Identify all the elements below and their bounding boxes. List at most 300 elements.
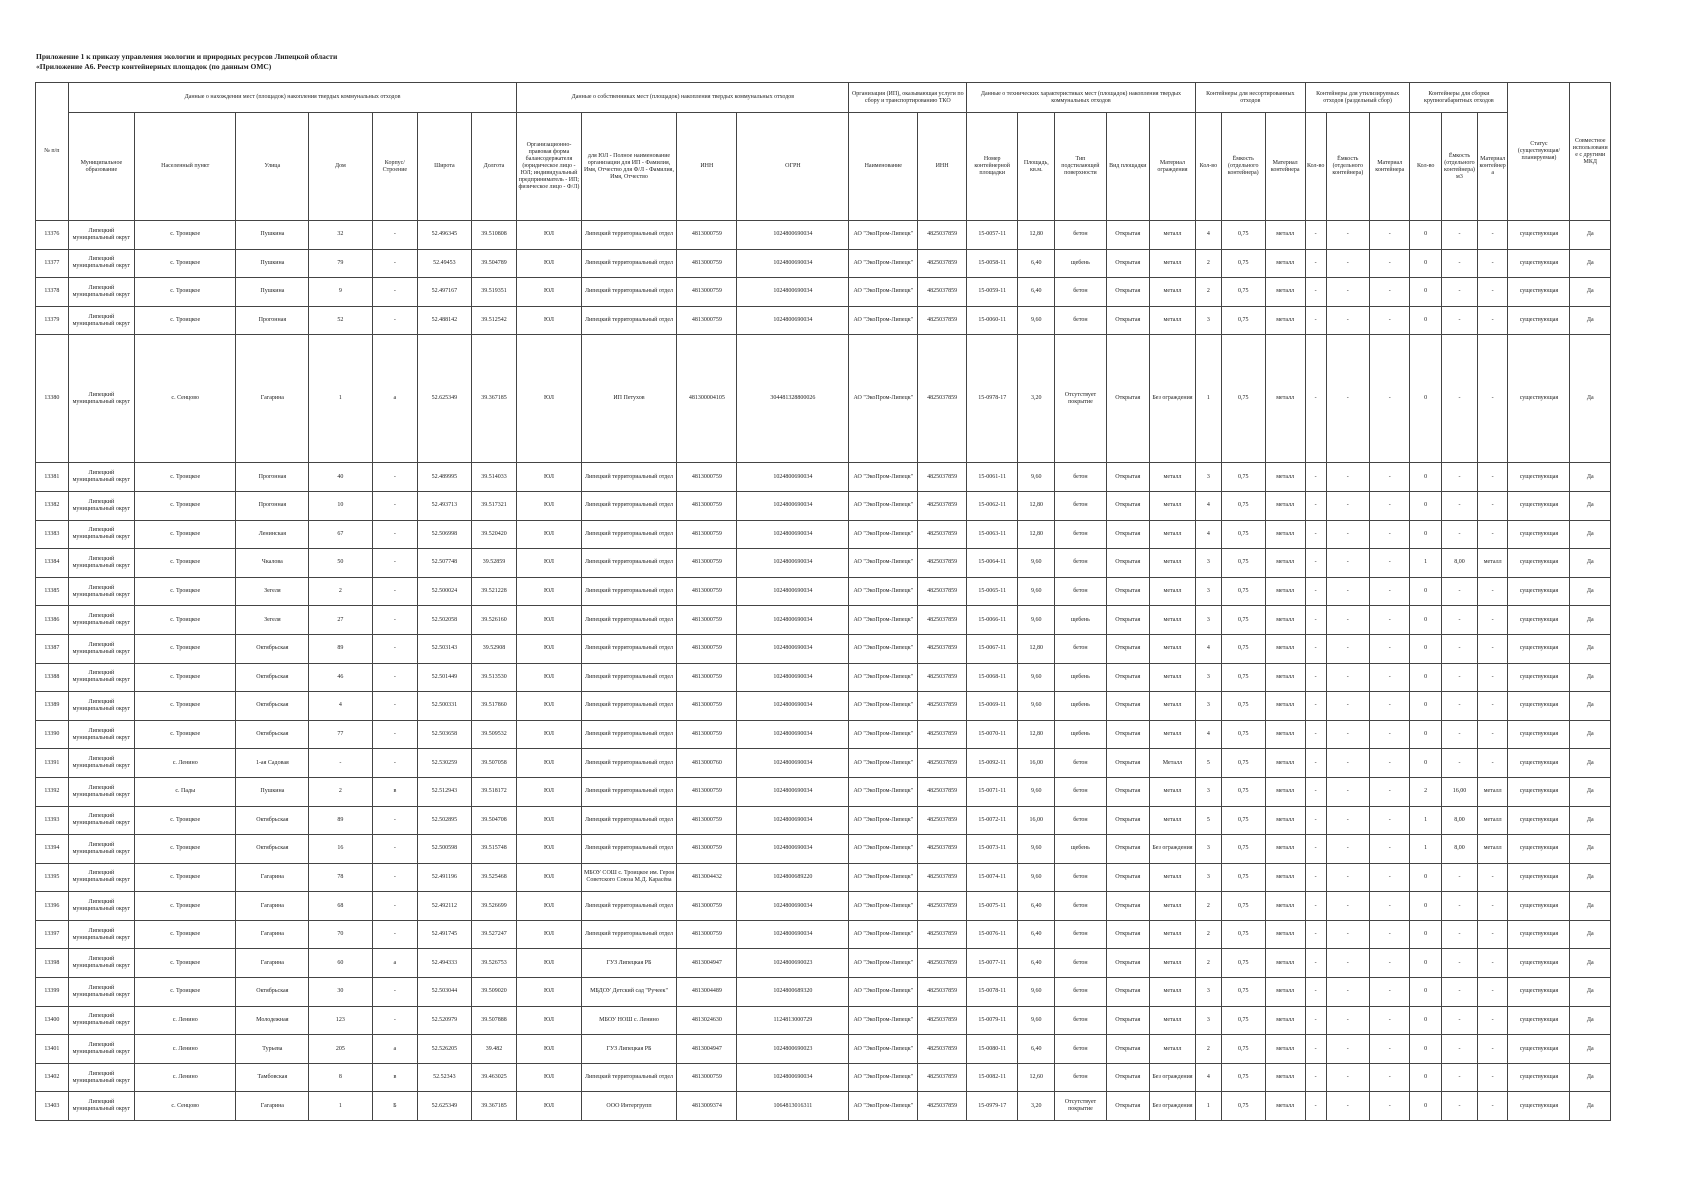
cell-status: существующая <box>1508 335 1570 463</box>
cell-status: существующая <box>1508 1063 1570 1092</box>
cell-operator-inn: 4825037859 <box>918 920 967 949</box>
cell-owner-inn: 4813004947 <box>677 949 737 978</box>
cell-municipality: Липецкий муниципальный округ <box>68 1035 134 1064</box>
cell-settlement: с. Сенцово <box>135 335 236 463</box>
cell-site-number: 15-0060-11 <box>967 306 1018 335</box>
header-material: Материал контейнера <box>1265 113 1305 221</box>
cell-building: - <box>372 749 418 778</box>
cell-building: - <box>372 663 418 692</box>
cell-container-capacity: 0,75 <box>1221 806 1265 835</box>
cell-area: 12,60 <box>1018 1063 1055 1092</box>
cell-operator-name: АО "ЭкоПром-Липецк" <box>849 949 918 978</box>
cell-fence-material: металл <box>1150 692 1196 721</box>
cell-legal-form: ЮЛ <box>517 835 581 864</box>
cell-util-material: - <box>1370 863 1410 892</box>
cell-site-number: 15-0074-11 <box>967 863 1018 892</box>
cell-fence-material: металл <box>1150 577 1196 606</box>
cell-owner-ogrn: 1024800690034 <box>737 306 849 335</box>
cell-area: 9,60 <box>1018 463 1055 492</box>
cell-owner-name: МБОУ СОШ с. Троицкое им. Героя Советского Союза М.Д. Карасёва <box>581 863 677 892</box>
table-row <box>36 777 1611 806</box>
cell-building: Б <box>372 1092 418 1121</box>
table-row <box>36 634 1611 663</box>
cell-owner-ogrn: 1024800690034 <box>737 892 849 921</box>
cell-large-count: 0 <box>1410 863 1442 892</box>
cell-container-count: 3 <box>1195 663 1221 692</box>
cell-container-count: 1 <box>1195 1092 1221 1121</box>
cell-container-capacity: 0,75 <box>1221 1006 1265 1035</box>
cell-house: 67 <box>309 520 372 549</box>
cell-large-material: металл <box>1477 835 1508 864</box>
cell-latitude: 52.491196 <box>418 863 471 892</box>
cell-large-count: 1 <box>1410 806 1442 835</box>
cell-status: существующая <box>1508 777 1570 806</box>
cell-settlement: с. Троицкое <box>135 663 236 692</box>
cell-large-material: - <box>1477 278 1508 307</box>
cell-site-type: Открытая <box>1106 1092 1150 1121</box>
cell-status: существующая <box>1508 692 1570 721</box>
cell-legal-form: ЮЛ <box>517 278 581 307</box>
cell-street: Турьева <box>236 1035 309 1064</box>
cell-area: 9,60 <box>1018 777 1055 806</box>
cell-surface: бетон <box>1055 892 1106 921</box>
cell-util-count: - <box>1305 863 1326 892</box>
cell-latitude: 52.500331 <box>418 692 471 721</box>
cell-surface: бетон <box>1055 1006 1106 1035</box>
cell-legal-form: ЮЛ <box>517 806 581 835</box>
cell-container-capacity: 0,75 <box>1221 749 1265 778</box>
cell-owner-name: Липецкий территориальный отдел <box>581 777 677 806</box>
cell-container-capacity: 0,75 <box>1221 949 1265 978</box>
cell-house: 2 <box>309 577 372 606</box>
cell-longitude: 39.509532 <box>471 720 517 749</box>
cell-shared-use: Да <box>1570 777 1611 806</box>
cell-util-count: - <box>1305 278 1326 307</box>
cell-large-count: 0 <box>1410 720 1442 749</box>
cell-large-material: - <box>1477 920 1508 949</box>
cell-area: 9,60 <box>1018 306 1055 335</box>
header-util-material: Материал контейнера <box>1370 113 1410 221</box>
cell-area: 9,60 <box>1018 863 1055 892</box>
cell-status: существующая <box>1508 720 1570 749</box>
cell-owner-name: Липецкий территориальный отдел <box>581 720 677 749</box>
cell-util-capacity: - <box>1326 949 1370 978</box>
cell-legal-form: ЮЛ <box>517 1063 581 1092</box>
cell-large-count: 0 <box>1410 634 1442 663</box>
cell-surface: бетон <box>1055 278 1106 307</box>
cell-municipality: Липецкий муниципальный округ <box>68 777 134 806</box>
cell-status: существующая <box>1508 949 1570 978</box>
header-group-util: Контейнеры для утилизируемых отходов (раздельный сбор) <box>1305 83 1410 113</box>
cell-area: 12,80 <box>1018 634 1055 663</box>
cell-surface: щебень <box>1055 663 1106 692</box>
cell-operator-name: АО "ЭкоПром-Липецк" <box>849 749 918 778</box>
cell-site-type: Открытая <box>1106 520 1150 549</box>
cell-longitude: 39.367185 <box>471 1092 517 1121</box>
cell-street: Гагарина <box>236 335 309 463</box>
cell-large-capacity: - <box>1441 720 1477 749</box>
cell-street: Пушкина <box>236 777 309 806</box>
table-row <box>36 249 1611 278</box>
cell-owner-inn: 4813000759 <box>677 720 737 749</box>
cell-building: - <box>372 634 418 663</box>
cell-util-count: - <box>1305 306 1326 335</box>
cell-street: Тамбовская <box>236 1063 309 1092</box>
cell-operator-name: АО "ЭкоПром-Липецк" <box>849 720 918 749</box>
cell-area: 9,60 <box>1018 606 1055 635</box>
cell-large-material: - <box>1477 463 1508 492</box>
cell-row-number: 13394 <box>36 835 69 864</box>
cell-large-material: - <box>1477 1006 1508 1035</box>
cell-fence-material: Без ограждения <box>1150 835 1196 864</box>
cell-street: Прогонная <box>236 463 309 492</box>
cell-status: существующая <box>1508 249 1570 278</box>
header-large-count: Кол-во <box>1410 113 1442 221</box>
cell-shared-use: Да <box>1570 335 1611 463</box>
cell-row-number: 13391 <box>36 749 69 778</box>
table-header <box>36 83 1611 221</box>
cell-container-material: металл <box>1265 221 1305 250</box>
cell-legal-form: ЮЛ <box>517 221 581 250</box>
table-row <box>36 920 1611 949</box>
cell-operator-inn: 4825037859 <box>918 663 967 692</box>
cell-shared-use: Да <box>1570 1035 1611 1064</box>
cell-legal-form: ЮЛ <box>517 491 581 520</box>
cell-container-material: металл <box>1265 577 1305 606</box>
cell-settlement: с. Ленино <box>135 1006 236 1035</box>
cell-util-count: - <box>1305 978 1326 1007</box>
header-operator-name: Наименование <box>849 113 918 221</box>
cell-container-count: 3 <box>1195 577 1221 606</box>
cell-settlement: с. Троицкое <box>135 692 236 721</box>
cell-owner-inn: 4813000759 <box>677 249 737 278</box>
cell-util-material: - <box>1370 692 1410 721</box>
cell-large-capacity: - <box>1441 663 1477 692</box>
cell-util-capacity: - <box>1326 663 1370 692</box>
cell-operator-inn: 4825037859 <box>918 720 967 749</box>
cell-operator-inn: 4825037859 <box>918 749 967 778</box>
cell-street: Зегеля <box>236 606 309 635</box>
cell-container-count: 2 <box>1195 920 1221 949</box>
cell-site-type: Открытая <box>1106 1063 1150 1092</box>
cell-large-material: - <box>1477 520 1508 549</box>
cell-street: Октябрьская <box>236 806 309 835</box>
cell-municipality: Липецкий муниципальный округ <box>68 892 134 921</box>
cell-container-material: металл <box>1265 335 1305 463</box>
cell-container-capacity: 0,75 <box>1221 463 1265 492</box>
cell-area: 9,60 <box>1018 835 1055 864</box>
cell-util-material: - <box>1370 777 1410 806</box>
header-group-operator: Организация (ИП), оказывающая услуги по сбору и транспортированию ТКО <box>849 83 967 113</box>
cell-util-material: - <box>1370 1035 1410 1064</box>
cell-util-count: - <box>1305 777 1326 806</box>
cell-util-capacity: - <box>1326 306 1370 335</box>
cell-container-material: металл <box>1265 892 1305 921</box>
header-ogrn: ОГРН <box>737 113 849 221</box>
cell-house: 40 <box>309 463 372 492</box>
cell-site-type: Открытая <box>1106 863 1150 892</box>
cell-shared-use: Да <box>1570 463 1611 492</box>
table-row <box>36 577 1611 606</box>
cell-large-count: 0 <box>1410 249 1442 278</box>
cell-street: Ленинская <box>236 520 309 549</box>
cell-container-count: 4 <box>1195 634 1221 663</box>
cell-legal-form: ЮЛ <box>517 949 581 978</box>
cell-settlement: с. Троицкое <box>135 720 236 749</box>
cell-owner-name: Липецкий территориальный отдел <box>581 806 677 835</box>
cell-latitude: 52.502058 <box>418 606 471 635</box>
cell-util-capacity: - <box>1326 749 1370 778</box>
cell-util-material: - <box>1370 1063 1410 1092</box>
cell-fence-material: металл <box>1150 306 1196 335</box>
table-row <box>36 1063 1611 1092</box>
cell-owner-inn: 4813000759 <box>677 663 737 692</box>
cell-container-capacity: 0,75 <box>1221 1035 1265 1064</box>
cell-latitude: 52.52343 <box>418 1063 471 1092</box>
cell-fence-material: металл <box>1150 663 1196 692</box>
cell-util-material: - <box>1370 520 1410 549</box>
cell-area: 6,40 <box>1018 920 1055 949</box>
cell-large-capacity: - <box>1441 863 1477 892</box>
cell-container-capacity: 0,75 <box>1221 835 1265 864</box>
cell-owner-ogrn: 1024800690034 <box>737 463 849 492</box>
cell-owner-name: Липецкий территориальный отдел <box>581 221 677 250</box>
cell-street: Гагарина <box>236 920 309 949</box>
cell-owner-name: ООО Интергрупп <box>581 1092 677 1121</box>
cell-large-count: 2 <box>1410 777 1442 806</box>
cell-status: существующая <box>1508 306 1570 335</box>
cell-operator-inn: 4825037859 <box>918 491 967 520</box>
cell-row-number: 13390 <box>36 720 69 749</box>
cell-area: 9,60 <box>1018 692 1055 721</box>
cell-owner-inn: 4813009374 <box>677 1092 737 1121</box>
cell-container-capacity: 0,75 <box>1221 920 1265 949</box>
cell-building: - <box>372 306 418 335</box>
cell-container-count: 3 <box>1195 606 1221 635</box>
cell-legal-form: ЮЛ <box>517 306 581 335</box>
table-row <box>36 663 1611 692</box>
cell-row-number: 13392 <box>36 777 69 806</box>
cell-longitude: 39.509020 <box>471 978 517 1007</box>
header-shared: Совместное использование с другими МКД <box>1570 83 1611 221</box>
cell-latitude: 52.526205 <box>418 1035 471 1064</box>
cell-row-number: 13378 <box>36 278 69 307</box>
cell-house: 27 <box>309 606 372 635</box>
cell-operator-name: АО "ЭкоПром-Липецк" <box>849 892 918 921</box>
cell-row-number: 13382 <box>36 491 69 520</box>
cell-municipality: Липецкий муниципальный округ <box>68 1063 134 1092</box>
cell-building: - <box>372 692 418 721</box>
cell-settlement: с. Сенцово <box>135 1092 236 1121</box>
cell-site-number: 15-0082-11 <box>967 1063 1018 1092</box>
cell-operator-inn: 4825037859 <box>918 335 967 463</box>
header-large-capacity: Ёмкость (отдельного контейнера) м3 <box>1441 113 1477 221</box>
cell-latitude: 52.625349 <box>418 335 471 463</box>
cell-site-number: 15-0979-17 <box>967 1092 1018 1121</box>
cell-site-type: Открытая <box>1106 577 1150 606</box>
cell-legal-form: ЮЛ <box>517 520 581 549</box>
cell-operator-name: АО "ЭкоПром-Липецк" <box>849 1063 918 1092</box>
cell-settlement: с. Троицкое <box>135 221 236 250</box>
cell-settlement: с. Ленино <box>135 1063 236 1092</box>
cell-street: Прогонная <box>236 491 309 520</box>
cell-site-number: 15-0077-11 <box>967 949 1018 978</box>
cell-latitude: 52.492112 <box>418 892 471 921</box>
cell-operator-name: АО "ЭкоПром-Липецк" <box>849 1035 918 1064</box>
cell-settlement: с. Троицкое <box>135 835 236 864</box>
cell-fence-material: металл <box>1150 606 1196 635</box>
cell-settlement: с. Троицкое <box>135 606 236 635</box>
cell-site-number: 15-0068-11 <box>967 663 1018 692</box>
cell-operator-inn: 4825037859 <box>918 634 967 663</box>
cell-site-type: Открытая <box>1106 634 1150 663</box>
cell-container-material: металл <box>1265 1035 1305 1064</box>
cell-operator-name: АО "ЭкоПром-Липецк" <box>849 463 918 492</box>
cell-container-material: металл <box>1265 606 1305 635</box>
cell-latitude: 52.506998 <box>418 520 471 549</box>
cell-settlement: с. Троицкое <box>135 249 236 278</box>
cell-legal-form: ЮЛ <box>517 978 581 1007</box>
cell-fence-material: Без ограждения <box>1150 1092 1196 1121</box>
cell-operator-name: АО "ЭкоПром-Липецк" <box>849 1092 918 1121</box>
cell-settlement: с. Троицкое <box>135 463 236 492</box>
cell-owner-name: Липецкий территориальный отдел <box>581 920 677 949</box>
cell-row-number: 13399 <box>36 978 69 1007</box>
container-sites-registry-table <box>35 82 1611 1121</box>
table-row <box>36 835 1611 864</box>
cell-large-material: - <box>1477 949 1508 978</box>
cell-operator-inn: 4825037859 <box>918 463 967 492</box>
cell-building: в <box>372 777 418 806</box>
cell-house: 77 <box>309 720 372 749</box>
cell-street: Пушкина <box>236 249 309 278</box>
cell-container-capacity: 0,75 <box>1221 278 1265 307</box>
cell-owner-ogrn: 1024800690034 <box>737 491 849 520</box>
cell-container-count: 3 <box>1195 863 1221 892</box>
cell-owner-name: МБОУ НОШ с. Ленино <box>581 1006 677 1035</box>
cell-util-capacity: - <box>1326 692 1370 721</box>
table-row <box>36 606 1611 635</box>
cell-operator-inn: 4825037859 <box>918 577 967 606</box>
cell-settlement: с. Троицкое <box>135 520 236 549</box>
cell-fence-material: Без ограждения <box>1150 1063 1196 1092</box>
cell-owner-inn: 4813000759 <box>677 520 737 549</box>
cell-building: а <box>372 1035 418 1064</box>
cell-shared-use: Да <box>1570 491 1611 520</box>
cell-owner-name: ИП Петухов <box>581 335 677 463</box>
cell-owner-inn: 481300004105 <box>677 335 737 463</box>
cell-util-count: - <box>1305 549 1326 578</box>
cell-util-count: - <box>1305 920 1326 949</box>
cell-legal-form: ЮЛ <box>517 549 581 578</box>
cell-util-count: - <box>1305 1035 1326 1064</box>
cell-util-material: - <box>1370 806 1410 835</box>
cell-house: 50 <box>309 549 372 578</box>
cell-latitude: 52.491745 <box>418 920 471 949</box>
cell-owner-inn: 4813000759 <box>677 606 737 635</box>
heading-line-1: Приложение 1 к приказу управления экологии и природных ресурсов Липецкой области <box>36 52 338 61</box>
cell-operator-inn: 4825037859 <box>918 949 967 978</box>
cell-settlement: с. Троицкое <box>135 634 236 663</box>
cell-area: 9,60 <box>1018 1006 1055 1035</box>
cell-longitude: 39.527247 <box>471 920 517 949</box>
header-settlement: Населенный пункт <box>135 113 236 221</box>
cell-util-count: - <box>1305 663 1326 692</box>
cell-surface: щебень <box>1055 835 1106 864</box>
cell-latitude: 52.49453 <box>418 249 471 278</box>
cell-large-material: металл <box>1477 549 1508 578</box>
table-body <box>36 221 1611 1121</box>
cell-municipality: Липецкий муниципальный округ <box>68 949 134 978</box>
cell-large-capacity: 8,00 <box>1441 835 1477 864</box>
cell-street: Октябрьская <box>236 720 309 749</box>
cell-latitude: 52.489995 <box>418 463 471 492</box>
cell-building: - <box>372 863 418 892</box>
cell-latitude: 52.503658 <box>418 720 471 749</box>
cell-util-count: - <box>1305 1006 1326 1035</box>
cell-fence-material: металл <box>1150 777 1196 806</box>
cell-municipality: Липецкий муниципальный округ <box>68 1092 134 1121</box>
cell-large-count: 0 <box>1410 1035 1442 1064</box>
cell-util-capacity: - <box>1326 278 1370 307</box>
cell-house: 52 <box>309 306 372 335</box>
cell-building: - <box>372 835 418 864</box>
cell-util-material: - <box>1370 1006 1410 1035</box>
cell-building: - <box>372 491 418 520</box>
cell-status: существующая <box>1508 1035 1570 1064</box>
cell-util-material: - <box>1370 221 1410 250</box>
cell-owner-name: Липецкий территориальный отдел <box>581 692 677 721</box>
cell-util-material: - <box>1370 606 1410 635</box>
cell-site-type: Открытая <box>1106 835 1150 864</box>
cell-operator-name: АО "ЭкоПром-Липецк" <box>849 549 918 578</box>
cell-container-material: металл <box>1265 949 1305 978</box>
document-heading <box>36 52 337 72</box>
cell-operator-name: АО "ЭкоПром-Липецк" <box>849 520 918 549</box>
cell-longitude: 39.515748 <box>471 835 517 864</box>
header-owner-name: для ЮЛ - Полное наименование организации для ИП - Фамилия, Имя, Отчество для Ф/Л - Фамилия, Имя, Отчество <box>581 113 677 221</box>
cell-surface: бетон <box>1055 306 1106 335</box>
cell-large-material: - <box>1477 221 1508 250</box>
cell-house: 70 <box>309 920 372 949</box>
cell-owner-name: ГУЗ Липецкая РБ <box>581 1035 677 1064</box>
cell-longitude: 39.520420 <box>471 520 517 549</box>
heading-line-2: «Приложение А6. Реестр контейнерных площадок (по данным ОМС) <box>36 62 272 71</box>
cell-large-capacity: - <box>1441 491 1477 520</box>
cell-legal-form: ЮЛ <box>517 663 581 692</box>
header-site-type: Вид площадки <box>1106 113 1150 221</box>
cell-street: Чкалова <box>236 549 309 578</box>
cell-large-capacity: - <box>1441 949 1477 978</box>
cell-owner-inn: 4813000759 <box>677 892 737 921</box>
cell-area: 9,60 <box>1018 978 1055 1007</box>
cell-legal-form: ЮЛ <box>517 920 581 949</box>
cell-owner-ogrn: 1024800690034 <box>737 549 849 578</box>
cell-row-number: 13401 <box>36 1035 69 1064</box>
cell-latitude: 52.493713 <box>418 491 471 520</box>
cell-large-capacity: - <box>1441 463 1477 492</box>
cell-util-capacity: - <box>1326 777 1370 806</box>
cell-large-count: 1 <box>1410 835 1442 864</box>
cell-area: 6,40 <box>1018 249 1055 278</box>
cell-util-capacity: - <box>1326 1063 1370 1092</box>
cell-site-type: Открытая <box>1106 949 1150 978</box>
cell-row-number: 13398 <box>36 949 69 978</box>
table-row <box>36 806 1611 835</box>
table-row <box>36 692 1611 721</box>
cell-util-capacity: - <box>1326 463 1370 492</box>
cell-surface: бетон <box>1055 463 1106 492</box>
